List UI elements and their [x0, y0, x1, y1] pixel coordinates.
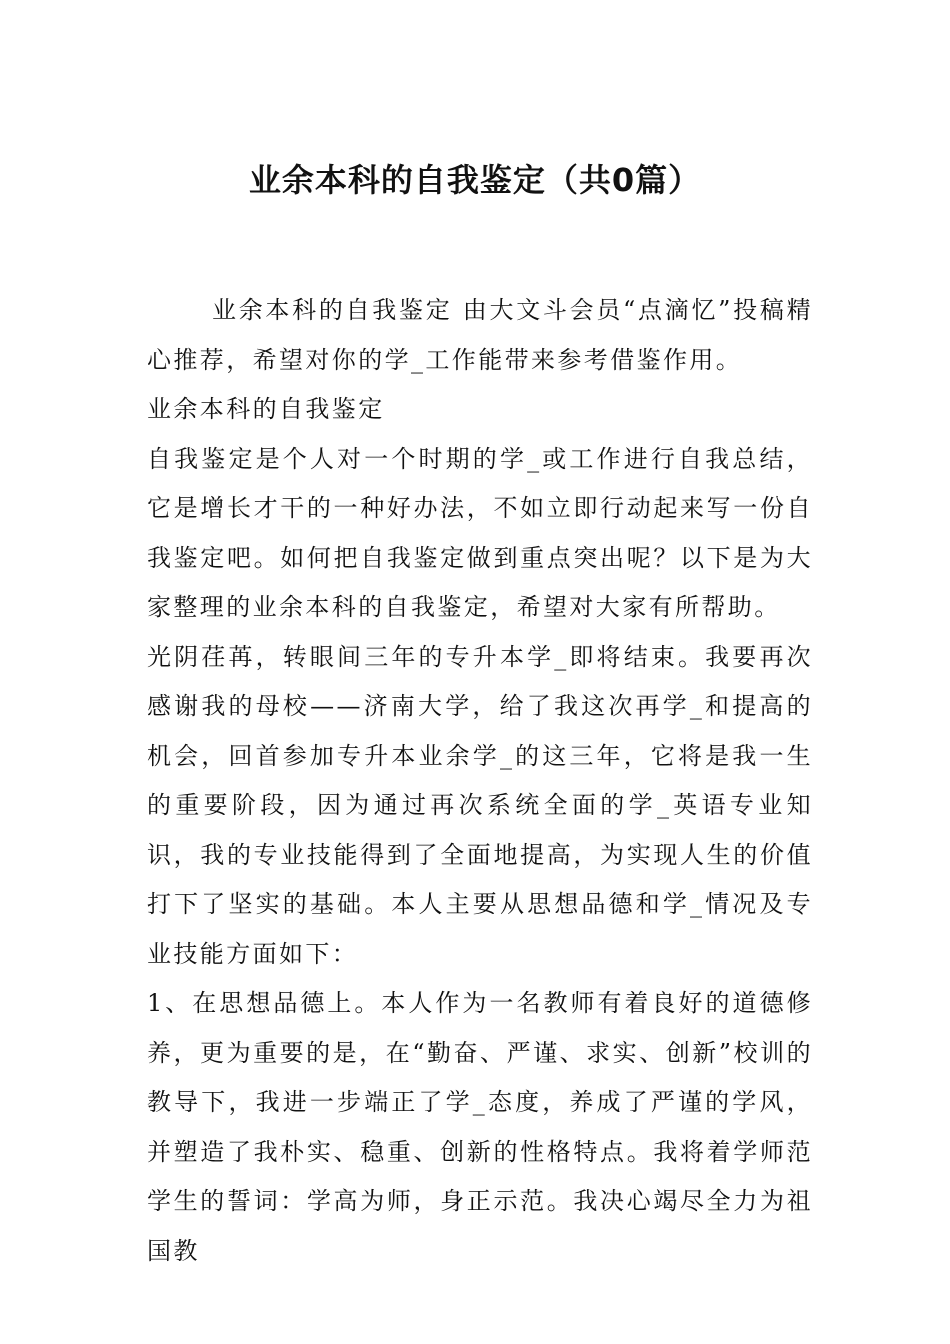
body-paragraph: 光阴荏苒，转眼间三年的专升本学_即将结束。我要再次感谢我的母校——济南大学，给了我这次再学_和提高的机会，回首参加专升本业余学_的这三年，它将是我一生的重要阶段，因为通过再次系统全面的学_英语专业知识，我的专业技能得到了全面地提高，为实现人生的价值打下了坚实的基础。本人主要从思想品德和学_情况及专业技能方面如下： — [147, 642, 813, 968]
body-paragraph: 1、在思想品德上。本人作为一名教师有着良好的道德修养，更为重要的是，在“勤奋、严谨、求实、创新”校训的教导下，我进一步端正了学_态度，养成了严谨的学风，并塑造了我朴实、稳重、创新的性格特点。我将着学师范学生的誓词：学高为师，身正示范。我决心竭尽全力为祖国教 — [147, 989, 813, 1265]
intro-paragraph: 业余本科的自我鉴定 由大文斗会员“点滴忆”投稿精心推荐，希望对你的学_工作能带来参考借鉴作用。 — [147, 296, 813, 374]
document-title: 业余本科的自我鉴定（共0篇） — [248, 161, 702, 199]
document-body — [147, 286, 813, 1276]
body-paragraph: 自我鉴定是个人对一个时期的学_或工作进行自我总结，它是增长才干的一种好办法，不如立即行动起来写一份自我鉴定吧。如何把自我鉴定做到重点突出呢？以下是为大家整理的业余本科的自我鉴定，希望对大家有所帮助。 — [147, 444, 813, 621]
section-heading: 业余本科的自我鉴定 — [147, 395, 385, 423]
